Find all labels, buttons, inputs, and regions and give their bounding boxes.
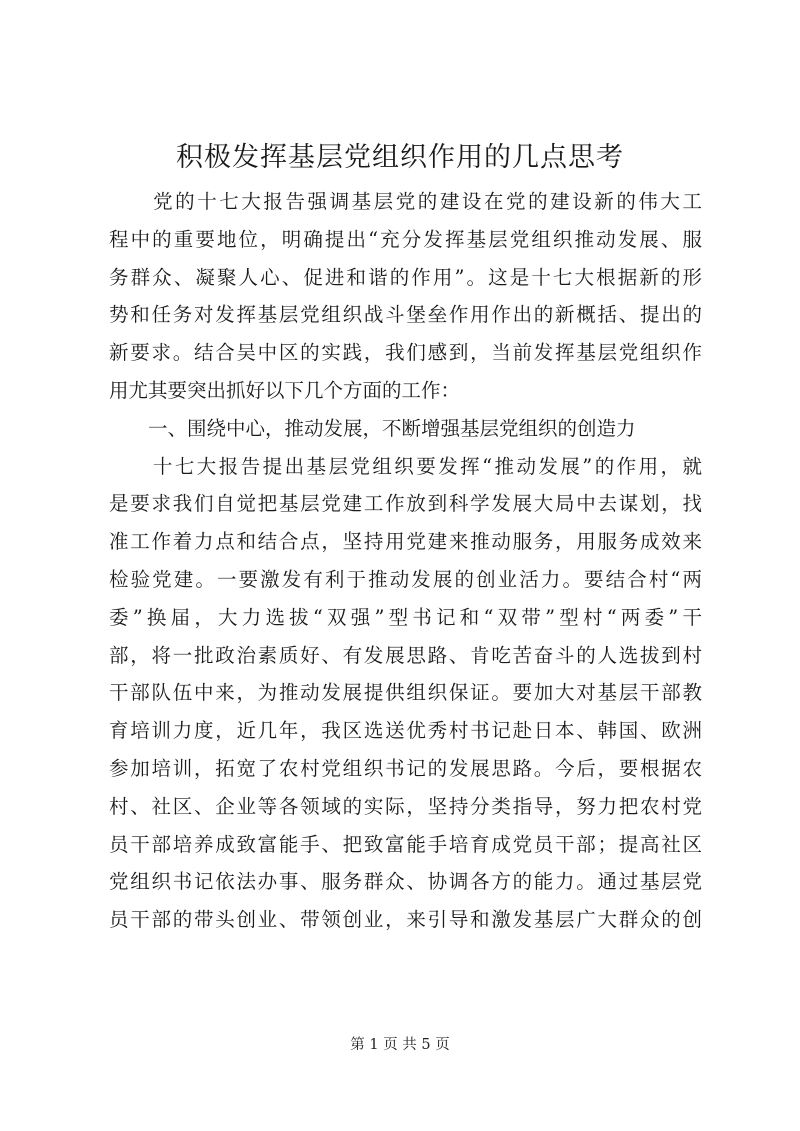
document-body: [109, 183, 702, 939]
section-heading: 一、围绕中心，推动发展，不断增强基层党组织的创造力: [109, 416, 636, 440]
body-line: 程中的重要地位，明确提出“充分发挥基层党组织推动发展、服: [109, 227, 702, 251]
body-line: 育培训力度，近几年，我区选送优秀村书记赴日本、韩国、欧洲: [109, 719, 702, 743]
body-line: 新要求。结合吴中区的实践，我们感到，当前发挥基层党组织作: [109, 341, 702, 365]
body-line: 十七大报告提出基层党组织要发挥“推动发展”的作用，就: [109, 454, 702, 478]
body-line: 检验党建。一要激发有利于推动发展的创业活力。要结合村“两: [109, 567, 702, 591]
body-line: 势和任务对发挥基层党组织战斗堡垒作用作出的新概括、提出的: [109, 303, 702, 327]
body-line: 务群众、凝聚人心、促进和谐的作用”。这是十七大根据新的形: [109, 265, 702, 289]
body-line: 用尤其要突出抓好以下几个方面的工作：: [109, 378, 461, 402]
body-line: 员干部的带头创业、带领创业，来引导和激发基层广大群众的创: [109, 908, 702, 932]
body-line: 党的十七大报告强调基层党的建设在党的建设新的伟大工: [109, 190, 702, 213]
body-line: 部，将一批政治素质好、有发展思路、肯吃苦奋斗的人选拔到村: [109, 643, 702, 667]
body-line: 参加培训，拓宽了农村党组织书记的发展思路。今后，要根据农: [109, 756, 702, 780]
body-line: 员干部培养成致富能手、把致富能手培育成党员干部；提高社区: [109, 832, 702, 856]
document-title: 积极发挥基层党组织作用的几点思考: [176, 142, 624, 173]
body-line: 是要求我们自觉把基层党建工作放到科学发展大局中去谋划，找: [109, 492, 702, 516]
body-line: 村、社区、企业等各领域的实际，坚持分类指导，努力把农村党: [109, 794, 702, 818]
body-line: 党组织书记依法办事、服务群众、协调各方的能力。通过基层党: [109, 870, 702, 894]
body-line: 干部队伍中来，为推动发展提供组织保证。要加大对基层干部教: [109, 681, 702, 705]
page-number-footer: 第 1 页 共 5 页: [350, 1037, 450, 1053]
body-line: 准工作着力点和结合点，坚持用党建来推动服务，用服务成效来: [109, 530, 702, 554]
body-line: 委”换届，大力选拔“双强”型书记和“双带”型村“两委”干: [109, 605, 702, 629]
